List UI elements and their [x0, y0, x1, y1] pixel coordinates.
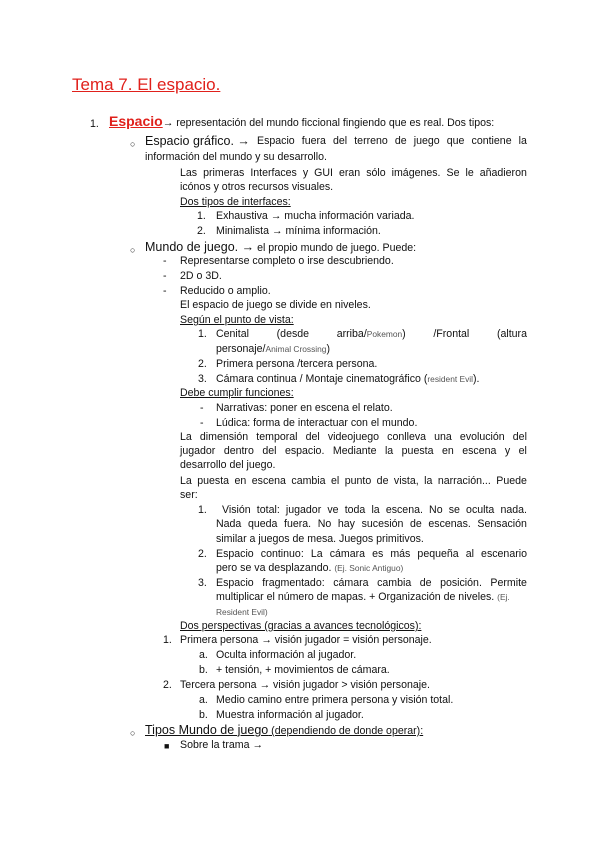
section-heading-term: Espacio [109, 113, 163, 129]
word: posición. [440, 577, 482, 589]
list-letter: b. [199, 664, 208, 676]
word: sucesión [361, 518, 404, 530]
word: personaje/ [216, 343, 266, 355]
list-item: Tercera persona → visión jugador > visión personaje. [180, 679, 430, 691]
word: Espacio [216, 548, 254, 560]
word: cambia [377, 577, 412, 589]
word: del [333, 135, 348, 147]
bullet-circle: ○ [130, 728, 136, 738]
list-item: Oculta información al jugador. [216, 649, 357, 661]
word: Visión [222, 504, 251, 516]
bullet-circle: ○ [130, 245, 136, 255]
list-item: + tensión, + movimientos de cámara. [216, 664, 390, 676]
word: Cámara continua / Montaje cinematográfico ( [216, 373, 428, 385]
grafico-line2: información del mundo y su desarrollo. [145, 151, 327, 163]
list-number: 2. [198, 358, 207, 370]
v1-line1 [222, 503, 527, 518]
word: (altura [496, 328, 527, 340]
word: No [429, 504, 443, 516]
word: del [512, 431, 527, 443]
interfaces-subheading: Dos tipos de interfaces: [180, 196, 291, 208]
word: jugador [285, 504, 322, 516]
section-number: 1. [90, 118, 99, 130]
mundo-heading-text: el propio mundo de juego. Puede: [257, 242, 417, 254]
word: pequeña [417, 548, 459, 560]
game-name: (Ej. Sonic Antiguo) [334, 563, 404, 573]
list-item: Exhaustiva → mucha información variada. [216, 210, 415, 222]
word: añadieron [479, 167, 527, 179]
word: La [310, 548, 323, 560]
word: narración... [437, 475, 491, 487]
list-number: 2. [197, 225, 206, 237]
word: Sensación [477, 518, 527, 530]
word: que [446, 135, 465, 147]
word: pero se va desplazando. [216, 562, 335, 574]
word: la [384, 445, 394, 457]
word: al [465, 548, 474, 560]
word: de [410, 518, 422, 530]
word: /Frontal [433, 328, 470, 340]
list-item: Lúdica: forma de interactuar con el mundo. [216, 417, 418, 429]
tipos-heading-text: (dependiendo de donde operar): [268, 725, 424, 737]
word: Permite [490, 577, 527, 589]
v2-line1 [216, 547, 527, 562]
section-heading-text: → representación del mundo ficcional fingiendo que es real. Dos tipos: [162, 117, 495, 129]
dim-line3: desarrollo del juego. [180, 459, 276, 471]
dim-line1 [180, 430, 527, 445]
word: jugador [180, 445, 216, 457]
word: Nada [216, 518, 242, 530]
list-number: 2. [198, 548, 207, 560]
word: fuera. [284, 518, 312, 530]
word: la [518, 135, 527, 147]
pv1-line2 [216, 342, 330, 357]
dash: - [200, 402, 204, 414]
list-number: 1. [197, 210, 206, 222]
word: le [465, 167, 474, 179]
word: continuo: [260, 548, 304, 560]
grafico-heading: Espacio gráfico. → [145, 134, 250, 148]
word: juego [413, 135, 440, 147]
word: temporal [256, 431, 298, 443]
word: una [434, 431, 452, 443]
word: de [394, 135, 407, 147]
word: Puede [496, 475, 527, 487]
word: ve [327, 504, 339, 516]
game-name: (Ej. [497, 592, 510, 602]
word: La [180, 475, 192, 487]
word: espacio. [284, 445, 325, 457]
list-item [216, 372, 480, 387]
word: dimensión [199, 431, 249, 443]
word: puesta [197, 475, 230, 487]
list-item: 2D o 3D. [180, 270, 222, 282]
word: total: [256, 504, 280, 516]
word: cámara [333, 577, 369, 589]
word: nada. [500, 504, 527, 516]
word: es [372, 548, 384, 560]
grafico-para-line2: icónos y otros recursos visuales. [180, 181, 334, 193]
word: conlleva [387, 431, 427, 443]
word: contiene [471, 135, 512, 147]
game-name: Pokemon [366, 329, 403, 339]
word: Interfaces [250, 167, 297, 179]
game-name: Animal Crossing [265, 344, 327, 354]
dash: - [163, 255, 167, 267]
list-item: Primera persona /tercera persona. [216, 358, 378, 370]
v1-line2 [216, 517, 527, 532]
word: se [448, 504, 460, 516]
dash: - [163, 285, 167, 297]
mundo-heading: Mundo de juego. → [145, 240, 255, 254]
word: imágenes. [391, 167, 441, 179]
list-letter: a. [199, 649, 208, 661]
list-item: Medio camino entre primera persona y visión total. [216, 694, 454, 706]
word: fragmentado: [262, 577, 325, 589]
word: Mediante [332, 445, 377, 457]
word: oculta [466, 504, 495, 516]
word: Cenital [216, 328, 249, 340]
word: ) [402, 328, 406, 340]
list-number: 1. [163, 634, 172, 646]
word: Espacio [216, 577, 254, 589]
word: (desde [276, 328, 310, 340]
word: la [371, 504, 380, 516]
puesta-line1 [180, 474, 527, 489]
list-item: Representarse completo o irse descubriendo. [180, 255, 394, 267]
word: fuera [301, 135, 326, 147]
word: escenas. [428, 518, 471, 530]
word: escena. [385, 504, 423, 516]
word: escenario [481, 548, 527, 560]
word: en [234, 475, 247, 487]
word: y [504, 445, 511, 457]
list-item: Sobre la trama → [180, 739, 264, 751]
word: No [317, 518, 332, 530]
list-item: Narrativas: poner en escena el relato. [216, 402, 393, 414]
word: el [518, 445, 527, 457]
word: el [331, 475, 340, 487]
v3-line3: Resident Evil) [216, 607, 268, 617]
dash: - [200, 417, 204, 429]
grafico-line1 [145, 134, 527, 149]
tipos-heading: Tipos Mundo de juego [145, 723, 269, 737]
word: vista, [393, 475, 419, 487]
word: escena [251, 475, 286, 487]
page-title: Tema 7. El espacio. [72, 75, 221, 94]
word: Espacio [257, 135, 295, 147]
word: puesta [401, 445, 434, 457]
puesta-line2: ser: [180, 489, 198, 501]
word: ) [326, 343, 330, 355]
list-item: Reducido o amplio. [180, 285, 271, 297]
word: videojuego [327, 431, 380, 443]
word: la [424, 475, 433, 487]
word: multiplicar el número de mapas. + Organización de niveles. [216, 591, 498, 603]
word: sólo [366, 167, 386, 179]
word: Las [180, 167, 198, 179]
section-heading [109, 114, 494, 131]
dim-line2 [180, 444, 527, 459]
dash: - [163, 270, 167, 282]
niveles-text: El espacio de juego se divide en niveles. [180, 299, 371, 311]
bullet-circle: ○ [130, 139, 136, 149]
word: punto [344, 475, 372, 487]
perspectivas-subheading: Dos perspectivas (gracias a avances tecnológicos): [180, 620, 422, 632]
word: y [302, 167, 309, 179]
list-number: 1. [198, 504, 207, 516]
punto-vista-subheading: Según el punto de vista: [180, 314, 294, 326]
v3-line1 [216, 576, 527, 591]
word: queda [247, 518, 278, 530]
list-number: 3. [198, 373, 207, 385]
funciones-subheading: Debe cumplir funciones: [180, 387, 294, 399]
game-name: resident Evil [427, 374, 474, 384]
list-number: 3. [198, 577, 207, 589]
word: ). [473, 373, 480, 385]
word: evolución [459, 431, 505, 443]
word: escena [462, 445, 497, 457]
word: de [419, 577, 432, 589]
square-bullet: ■ [164, 741, 170, 751]
word: cámara [329, 548, 366, 560]
list-letter: b. [199, 709, 208, 721]
list-letter: a. [199, 694, 208, 706]
v2-line2 [216, 561, 403, 576]
word: toda [344, 504, 366, 516]
word: primeras [203, 167, 245, 179]
word: de [376, 475, 389, 487]
word: hay [337, 518, 355, 530]
grafico-para-line1 [180, 166, 527, 181]
word: GUI [314, 167, 333, 179]
list-item: Minimalista → mínima información. [216, 225, 381, 237]
v1-line3: similar a juegos de mesa. Juegos primitivos. [216, 533, 424, 545]
word: terreno [354, 135, 388, 147]
word: dentro [223, 445, 254, 457]
v3-line2 [216, 590, 510, 605]
word: más [390, 548, 411, 560]
tipos-heading-line [145, 723, 423, 739]
word: cambia [291, 475, 326, 487]
list-item: Muestra información al jugador. [216, 709, 364, 721]
word: arriba/ [336, 328, 367, 340]
word: del [305, 431, 320, 443]
pv1-line1 [216, 327, 527, 342]
list-item: Primera persona → visión jugador = visión personaje. [180, 634, 432, 646]
list-number: 2. [163, 679, 172, 691]
word: La [180, 431, 192, 443]
word: eran [338, 167, 361, 179]
list-number: 1. [198, 328, 207, 340]
word: del [262, 445, 277, 457]
word: Se [446, 167, 460, 179]
word: en [441, 445, 454, 457]
